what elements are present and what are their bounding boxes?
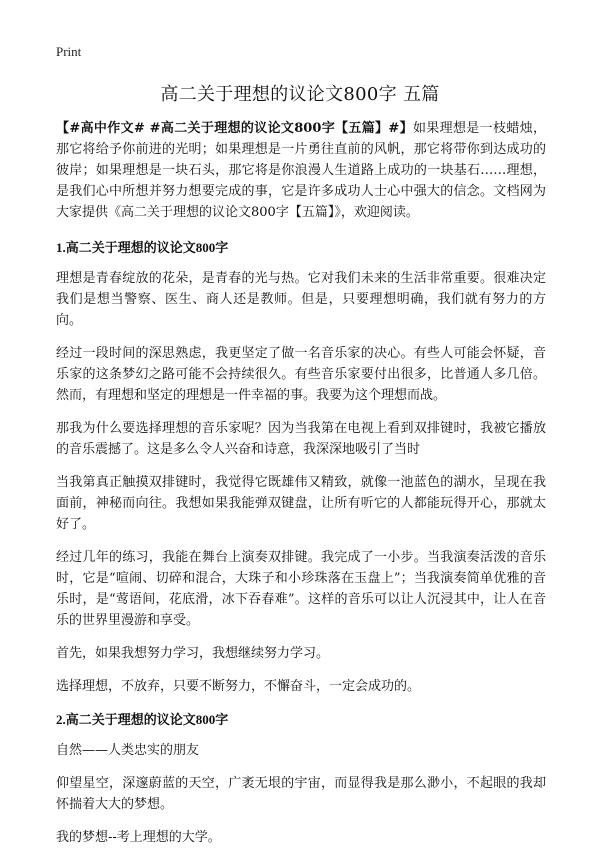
paragraph: 自然——人类忠实的朋友	[56, 743, 200, 758]
paragraph: 首先，如果我想努力学习，我想继续努力学习。	[56, 646, 330, 661]
paragraph: 理想是青春绽放的花朵，是青春的光与热。它对我们未来的生活非常重要。很难决定我们是想当警察、医生、商人还是教师。但是，只要理想明确，我们就有努力的方向。	[56, 271, 546, 328]
paragraph: 选择理想，不放弃，只要不断努力，不懈奋斗，一定会成功的。	[56, 679, 421, 694]
intro-tags: 【#高中作文# #高二关于理想的议论文800字【五篇】#】	[56, 121, 413, 136]
page-title: 高二关于理想的议论文800字 五篇	[160, 84, 440, 105]
paragraph: 当我第真正触摸双排键时，我觉得它既雄伟又精致，就像一池蓝色的湖水，呈现在我面前，神秘而向往。我想如果我能弹双键盘，让所有听它的人都能玩得开心，那就太好了。	[56, 475, 546, 532]
paragraph: 那我为什么要选择理想的音乐家呢？因为当我第在电视上看到双排键时，我被它播放的音乐震撼了。这是多么令人兴奋和诗意，我深深地吸引了当时	[56, 421, 546, 457]
article-body	[56, 118, 546, 860]
paragraph: 仰望星空，深邃蔚蓝的天空，广袤无垠的宇宙，而显得我是那么渺小，不起眼的我却怀揣着大大的梦想。	[56, 776, 546, 812]
section-1-heading: 1.高二关于理想的议论文800字	[56, 240, 229, 255]
paragraph: 我的梦想--考上理想的大学。	[56, 830, 221, 845]
print-link[interactable]: Print	[56, 44, 82, 59]
intro-text: 如果理想是一枝蜡烛，那它将给予你前进的光明；如果理想是一片勇往直前的风帆，那它将带你到达成功的彼岸；如果理想是一块石头，那它将是你浪漫人生道路上成功的一块基石……理想，是我们心中所想并努力想要完成的事，它是许多成功人士心中强大的信念。文档网为大家提供《高二关于理想的议论文800字【五篇】》，欢迎阅读。	[56, 121, 546, 220]
intro-paragraph	[56, 118, 546, 223]
paragraph: 经过一段时间的深思熟虑，我更坚定了做一名音乐家的决心。有些人可能会怀疑，音乐家的这条梦幻之路可能不会持续很久。有些音乐家要付出很多，比普通人多几倍。然而，有理想和坚定的理想是一件幸福的事。我要为这个理想而战。	[56, 346, 546, 403]
section-2-heading: 2.高二关于理想的议论文800字	[56, 712, 229, 727]
paragraph: 经过几年的练习，我能在舞台上演奏双排键。我完成了一小步。当我演奏活泼的音乐时，它是“喧闹、切碎和混合，大珠子和小珍珠落在玉盘上”；当我演奏简单优雅的音乐时，是“莺语间，花底滑，冰下吞春难”。这样的音乐可以让人沉浸其中，让人在音乐的世界里漫游和享受。	[56, 550, 546, 628]
